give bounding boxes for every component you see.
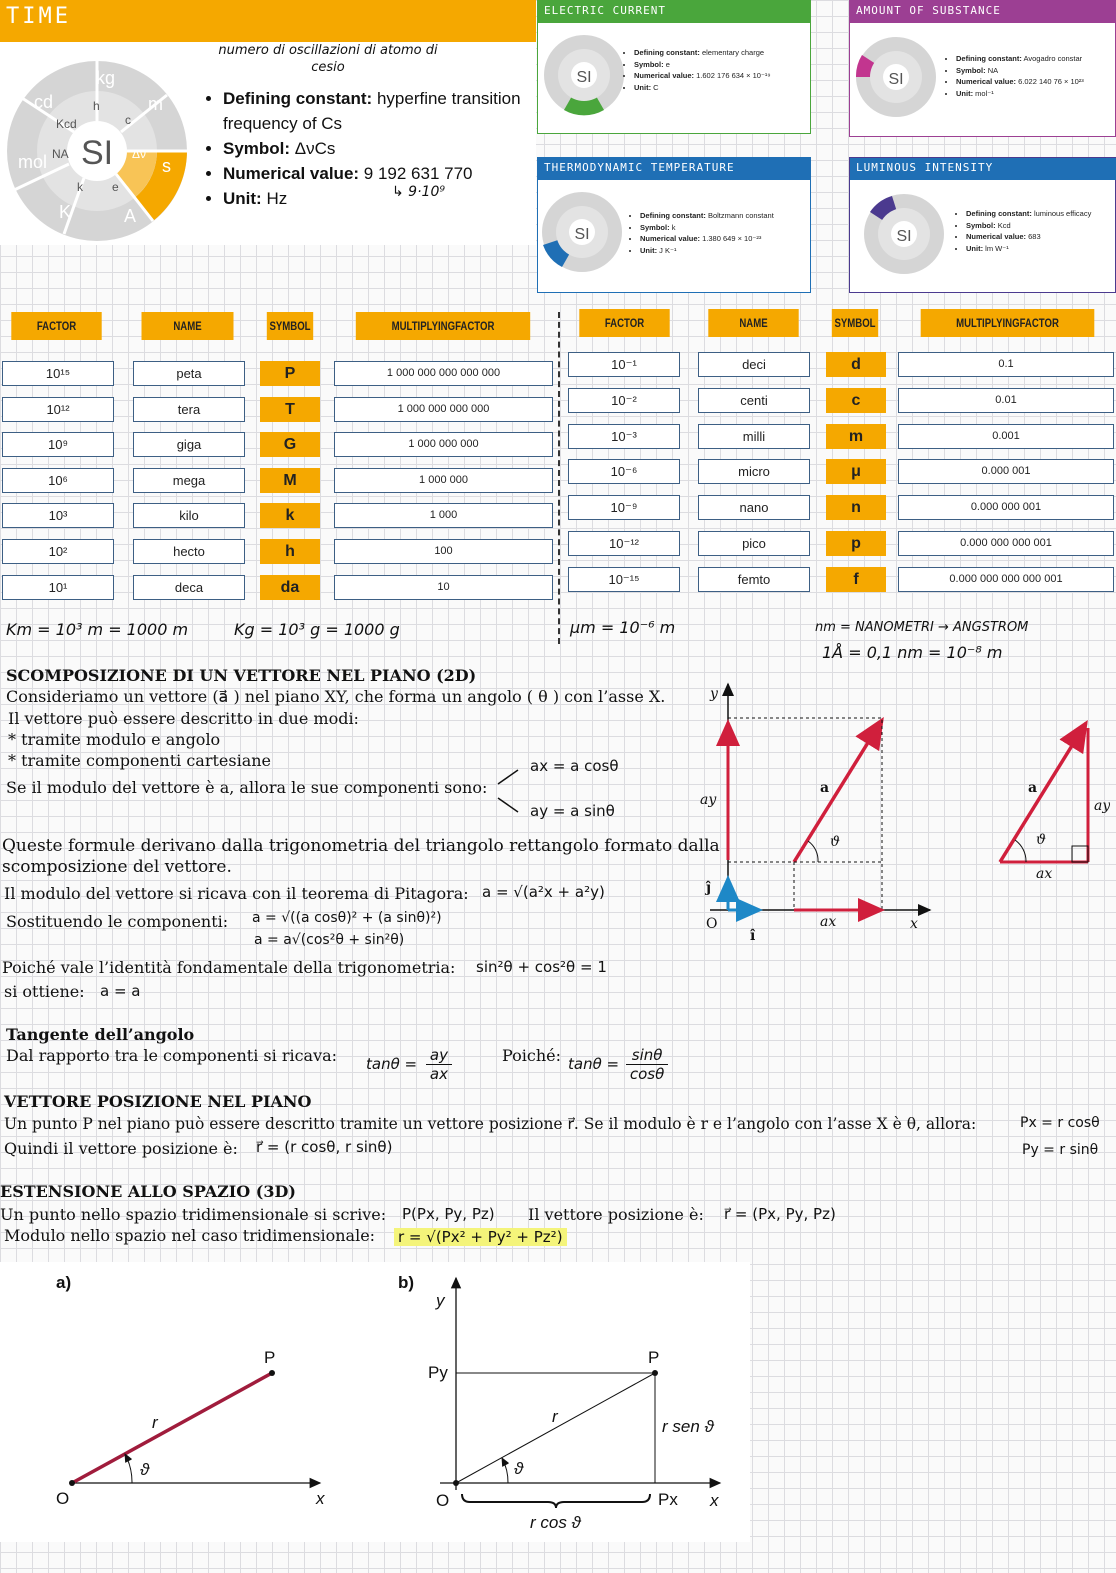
card-details: • Defining constant: Boltzmann constant • Symbol: k • Numerical value: 1.380 649 × 10⁻²³ • Unit: J K⁻¹: [630, 210, 774, 256]
prefix-factor: 10²: [2, 539, 114, 564]
prefix-symbol: p: [826, 531, 886, 556]
axis-y-label: y: [436, 1291, 445, 1310]
si-wheel-icon: [540, 190, 624, 274]
point-p-label: P: [264, 1348, 276, 1367]
time-bullet: • Symbol: ΔνCs: [223, 136, 548, 161]
card-electric-current: [537, 0, 811, 134]
text-line: Un punto P nel piano può essere descritto tramite un vettore posizione r⃗. Se il modulo è r e l’angolo con l’asse X è θ, allora:: [4, 1115, 977, 1133]
ax-label: ax: [820, 914, 837, 930]
prefix-name: nano: [698, 495, 810, 520]
formula-vector-3d: r⃗ = (Px, Py, Pz): [724, 1205, 836, 1223]
prefix-multiplier: 0.001: [898, 424, 1114, 449]
prefix-factor: 10⁻¹: [568, 352, 680, 377]
text-line: Se il modulo del vettore è a, allora le sue componenti sono:: [6, 778, 488, 797]
svg-text:SI: SI: [80, 134, 114, 172]
text-line: Poiché vale l’identità fondamentale della trigonometria:: [2, 958, 456, 977]
text-line: Consideriamo un vettore (a⃗ ) nel piano XY, che forma un angolo ( θ ) con l’asse X.: [6, 687, 666, 706]
prefix-name: kilo: [133, 503, 245, 528]
formula-sostituzione-2: a = a√(cos²θ + sin²θ): [254, 932, 405, 948]
prefix-symbol: T: [260, 397, 320, 422]
prefix-multiplier: 1 000 000: [334, 468, 553, 493]
time-bullets: [205, 86, 548, 211]
note-nm: nm = NANOMETRI → ANGSTROM: [815, 620, 1029, 635]
axis-y-label: y: [710, 686, 718, 702]
vector-a-label: a: [1028, 780, 1038, 796]
unit-j-label: ĵ: [706, 880, 712, 896]
axis-x-label: x: [710, 1491, 719, 1510]
point-p-label: P: [648, 1348, 660, 1367]
formula-point-3d: P(Px, Py, Pz): [402, 1205, 495, 1223]
table-header-factor: FACTOR: [579, 309, 669, 337]
prefix-symbol: h: [260, 539, 320, 564]
origin-label: O: [706, 916, 718, 932]
prefix-factor: 10³: [2, 503, 114, 528]
axis-x-label: x: [910, 916, 918, 932]
time-card: [0, 0, 536, 245]
theta-label: ϑ: [140, 1460, 150, 1479]
formula-px: Px = r cosθ: [1020, 1115, 1100, 1131]
svg-text:K: K: [59, 202, 72, 222]
prefix-multiplier: 0.000 000 000 000 001: [898, 567, 1114, 592]
card-luminous-intensity: [849, 157, 1116, 293]
prefix-name: peta: [133, 361, 245, 386]
svg-text:s: s: [162, 156, 171, 176]
tangent-formula-1: tanθ = $\frac{ay}{ax}$: [366, 1046, 452, 1083]
svg-text:c: c: [125, 113, 131, 127]
formula-ay: ay = a sinθ: [530, 802, 615, 820]
prefix-factor: 10¹: [2, 575, 114, 600]
svg-text:k: k: [77, 180, 83, 194]
formula-position-vector: r⃗ = (r cosθ, r sinθ): [256, 1138, 393, 1156]
r-cos-label: r cos ϑ: [530, 1513, 581, 1532]
text-line: Modulo nello spazio nel caso tridimensionale:: [4, 1226, 376, 1245]
prefix-factor: 10¹²: [2, 397, 114, 422]
formula-ax: ax = a cosθ: [530, 757, 619, 775]
prefix-symbol: M: [260, 468, 320, 493]
prefix-factor: 10⁻¹²: [568, 531, 680, 556]
ay-label: ay: [1094, 798, 1110, 814]
prefix-name: micro: [698, 459, 810, 484]
table-header-mult: MULTIPLYINGFACTOR: [356, 312, 530, 340]
text-line: Dal rapporto tra le componenti si ricava:: [6, 1046, 338, 1065]
py-label: Py: [428, 1363, 448, 1382]
vector-a-label: a: [820, 780, 830, 796]
svg-text:NA: NA: [52, 147, 69, 161]
unit-i-label: î: [750, 928, 756, 940]
prefix-name: tera: [133, 397, 245, 422]
axis-x-label: x: [316, 1489, 325, 1508]
prefix-symbol: P: [260, 361, 320, 386]
table-header-mult: MULTIPLYINGFACTOR: [921, 309, 1095, 337]
svg-text:kg: kg: [96, 68, 116, 88]
si-wheel-icon: [854, 35, 938, 119]
svg-text:h: h: [93, 99, 100, 113]
table-header-symbol: SYMBOL: [267, 312, 313, 340]
svg-text:SI: SI: [896, 228, 912, 245]
position-title: VETTORE POSIZIONE NEL PIANO: [4, 1092, 312, 1111]
prefix-multiplier: 1 000 000 000 000 000: [334, 361, 553, 386]
note-um: μm = 10⁻⁶ m: [570, 618, 676, 637]
prefix-symbol: f: [826, 567, 886, 592]
tangent-formula-2: tanθ = $\frac{\sin\theta}{\cos\theta}$: [568, 1046, 668, 1083]
time-annotation: ↳ 9·10⁹: [392, 184, 445, 200]
table-header-factor: FACTOR: [11, 312, 101, 340]
svg-text:A: A: [124, 206, 137, 226]
text-line: * tramite modulo e angolo: [8, 730, 221, 749]
prefix-factor: 10⁻⁶: [568, 459, 680, 484]
prefix-symbol: k: [260, 503, 320, 528]
cesio-note-text: numero di oscillazioni di atomo di cesio: [218, 43, 438, 75]
vector-decomposition-diagram: [690, 678, 1110, 940]
figure-b-label: b): [398, 1273, 415, 1292]
prefix-multiplier: 1 000: [334, 503, 553, 528]
prefix-symbol: d: [826, 352, 886, 377]
prefix-name: mega: [133, 468, 245, 493]
time-bullet: • Defining constant: hyperfine transition frequency of Cs: [223, 86, 548, 136]
prefix-multiplier: 0.000 001: [898, 459, 1114, 484]
formula-py: Py = r sinθ: [1022, 1142, 1099, 1158]
component-arrows: [494, 764, 524, 816]
origin-label: O: [436, 1491, 450, 1510]
prefix-name: pico: [698, 531, 810, 556]
text-line: * tramite componenti cartesiane: [8, 751, 272, 770]
text-line: Un punto nello spazio tridimensionale si scrive:: [0, 1205, 387, 1224]
origin-label: O: [56, 1489, 70, 1508]
formula-identita: sin²θ + cos²θ = 1: [476, 958, 607, 976]
prefix-multiplier: 100: [334, 539, 553, 564]
prefix-name: giga: [133, 432, 245, 457]
handwritten-cesio-note: [208, 42, 448, 76]
formula-pitagora: a = √(a²x + a²y): [482, 883, 605, 901]
text-line: Quindi il vettore posizione è:: [4, 1139, 238, 1158]
si-wheel-large: [4, 58, 190, 244]
text-line: Sostituendo le componenti:: [6, 912, 229, 931]
r-label: r: [152, 1413, 158, 1432]
tangent-title: Tangente dell’angolo: [6, 1025, 195, 1044]
time-title: TIME: [6, 4, 71, 29]
prefix-factor: 10⁶: [2, 468, 114, 493]
card-header: AMOUNT OF SUBSTANCE: [850, 1, 1116, 23]
theta-label: ϑ: [514, 1459, 524, 1478]
prefix-symbol: da: [260, 575, 320, 600]
prefix-name: deci: [698, 352, 810, 377]
note-kg: Kg = 10³ g = 1000 g: [234, 620, 400, 639]
prefix-multiplier: 0.000 000 001: [898, 495, 1114, 520]
table-header-name: NAME: [708, 309, 798, 337]
prefix-name: centi: [698, 388, 810, 413]
table-header-name: NAME: [142, 312, 234, 340]
prefix-symbol: m: [826, 424, 886, 449]
theta-label: ϑ: [1036, 832, 1047, 848]
ax-label: ax: [1036, 866, 1053, 882]
prefix-symbol: G: [260, 432, 320, 457]
si-wheel-icon: [542, 33, 626, 117]
svg-text:m: m: [148, 94, 163, 114]
prefix-multiplier: 10: [334, 575, 553, 600]
si-wheel-icon: [862, 192, 946, 276]
position-vector-figures: [0, 1262, 750, 1542]
formula-sostituzione-1: a = √((a cosθ)² + (a sinθ)²): [252, 910, 442, 926]
text-line: Il vettore può essere descritto in due modi:: [8, 709, 359, 728]
formula-ottiene: a = a: [100, 982, 141, 1000]
table-header-symbol: SYMBOL: [832, 309, 878, 337]
svg-text:cd: cd: [34, 92, 54, 112]
text-line: Poiché:: [502, 1046, 561, 1065]
prefix-name: femto: [698, 567, 810, 592]
table-divider: [558, 312, 560, 644]
px-label: Px: [658, 1490, 678, 1509]
card-details: • Defining constant: luminous efficacy • Symbol: Kcd • Numerical value: 683 • Unit: lm W⁻¹: [956, 208, 1091, 254]
text-line: Queste formule derivano dalla trigonometria del triangolo rettangolo formato dalla: [2, 836, 720, 856]
prefix-multiplier: 0.01: [898, 388, 1114, 413]
section-title-2d: SCOMPOSIZIONE DI UN VETTORE NEL PIANO (2D): [6, 666, 477, 685]
svg-text:SI: SI: [574, 226, 590, 243]
card-header: LUMINOUS INTENSITY: [850, 158, 1116, 180]
prefix-multiplier: 0.1: [898, 352, 1114, 377]
card-amount-of-substance: [849, 0, 1116, 137]
prefix-name: hecto: [133, 539, 245, 564]
card-header: ELECTRIC CURRENT: [538, 1, 810, 23]
prefix-factor: 10⁻¹⁵: [568, 567, 680, 592]
prefix-factor: 10⁻⁹: [568, 495, 680, 520]
time-header: [0, 0, 536, 42]
svg-text:SI: SI: [576, 69, 592, 86]
card-details: • Defining constant: Avogadro constar • Symbol: NA • Numerical value: 6.022 140 76 × 10²³ • Unit: mol⁻¹: [946, 53, 1084, 99]
prefix-factor: 10⁻²: [568, 388, 680, 413]
prefix-symbol: μ: [826, 459, 886, 484]
prefix-factor: 10¹⁵: [2, 361, 114, 386]
theta-label: ϑ: [830, 834, 841, 850]
r-sen-label: r sen ϑ: [662, 1417, 714, 1436]
ay-label: ay: [700, 792, 717, 808]
space-title: ESTENSIONE ALLO SPAZIO (3D): [0, 1182, 296, 1201]
card-thermodynamic-temperature: [537, 157, 811, 293]
prefix-symbol: c: [826, 388, 886, 413]
card-details: • Defining constant: elementary charge • Symbol: e • Numerical value: 1.602 176 634 × 10⁻¹⁹ • Unit: C: [624, 47, 771, 93]
text-line: Il modulo del vettore si ricava con il teorema di Pitagora:: [4, 884, 469, 903]
svg-text:Kcd: Kcd: [56, 117, 77, 131]
r-label: r: [552, 1407, 558, 1426]
prefix-multiplier: 1 000 000 000 000: [334, 397, 553, 422]
note-km: Km = 10³ m = 1000 m: [6, 620, 189, 639]
prefix-multiplier: 1 000 000 000: [334, 432, 553, 457]
formula-modulus-3d: r = √(Px² + Py² + Pz²): [394, 1228, 567, 1246]
note-angstrom: 1Å = 0,1 nm = 10⁻⁸ m: [822, 643, 1003, 662]
prefix-name: deca: [133, 575, 245, 600]
text-line: si ottiene:: [4, 982, 85, 1001]
figure-a-label: a): [56, 1273, 72, 1292]
card-header: THERMODYNAMIC TEMPERATURE: [538, 158, 810, 180]
time-bullet: • Numerical value: 9 192 631 770: [223, 161, 548, 186]
prefix-symbol: n: [826, 495, 886, 520]
prefix-factor: 10⁻³: [568, 424, 680, 449]
prefix-factor: 10⁹: [2, 432, 114, 457]
time-bullet: • Unit: Hz: [223, 186, 548, 211]
prefix-multiplier: 0.000 000 000 001: [898, 531, 1114, 556]
svg-text:mol: mol: [18, 152, 48, 172]
svg-text:Δν: Δν: [132, 147, 147, 161]
svg-text:SI: SI: [888, 71, 904, 88]
prefix-name: milli: [698, 424, 810, 449]
text-line: Il vettore posizione è:: [528, 1205, 704, 1224]
svg-text:e: e: [112, 180, 119, 194]
text-line: scomposizione del vettore.: [2, 857, 232, 877]
